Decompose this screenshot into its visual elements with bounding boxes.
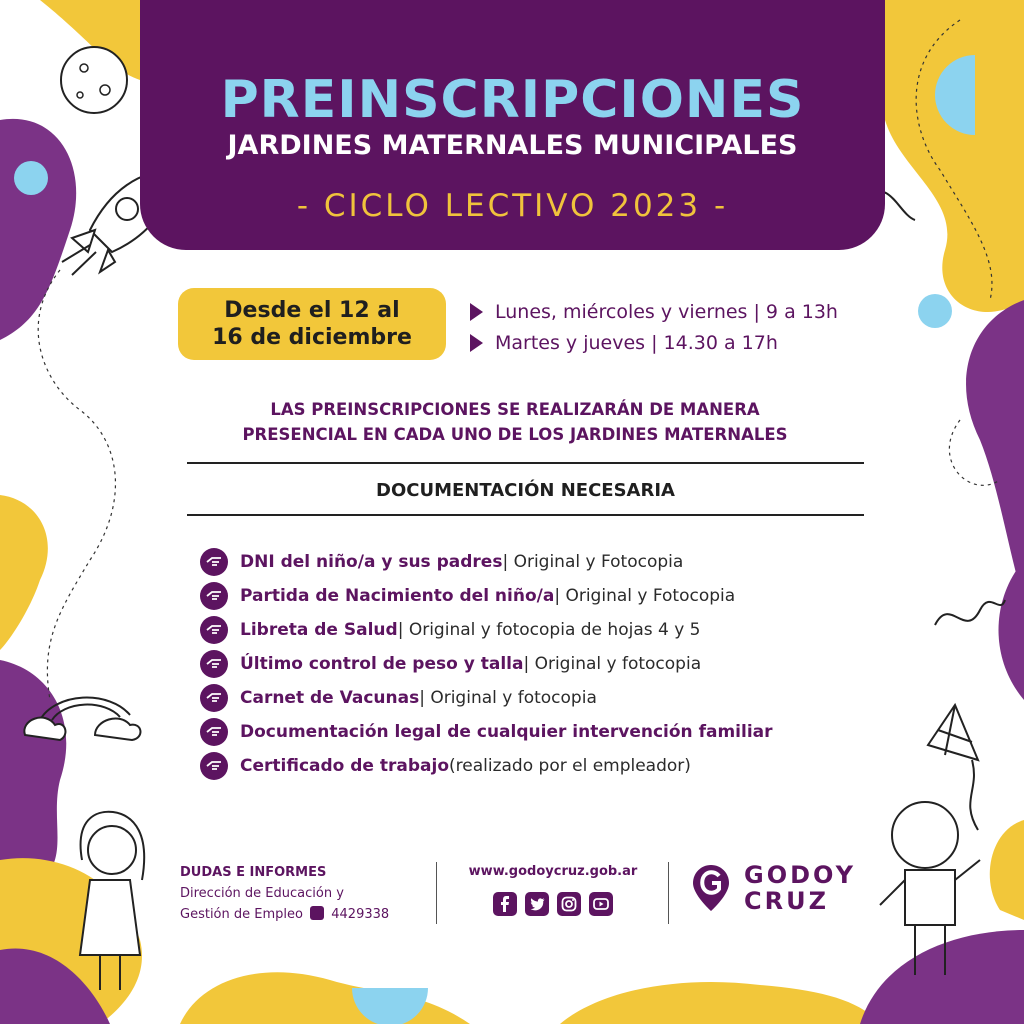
contact-block [180,862,389,925]
cycle-label: - CICLO LECTIVO 2023 - [296,188,729,224]
documents-list [200,545,860,783]
blue-dot-left [14,161,48,195]
facebook-icon[interactable] [493,892,517,916]
document-detail: | Original y fotocopia [419,688,597,708]
play-triangle-icon [470,303,483,321]
schedule-item [470,296,838,327]
document-detail: | Original y Fotocopia [554,586,736,606]
purple-blob-left-lower [0,660,66,890]
schedule-item [470,327,838,358]
dashed-path-left [38,270,115,700]
purple-blob-bottom-right [860,930,1024,1024]
document-name: Último control de peso y talla [240,654,524,674]
document-name: Libreta de Salud [240,620,398,640]
godoy-cruz-emblem-icon [690,863,732,913]
brand-line-1: GODOY [744,861,856,889]
purple-blob-left [0,119,76,340]
pointing-hand-icon [200,616,228,644]
document-name: Certificado de trabajo [240,756,450,776]
contact-line-2: Gestión de Empleo [180,907,303,922]
youtube-icon[interactable] [589,892,613,916]
phone-number[interactable]: 4429338 [331,907,390,922]
document-name: Carnet de Vacunas [240,688,420,708]
document-name: Partida de Nacimiento del niño/a [240,586,555,606]
godoy-cruz-logo [690,862,856,914]
contact-heading: DUDAS E INFORMES [180,865,327,880]
yellow-blob-top-right [885,0,1024,312]
brand-name [744,862,856,914]
schedule-list [470,296,838,358]
brand-line-2: CRUZ [744,887,829,915]
presencial-notice [180,397,850,447]
document-detail: | Original y Fotocopia [502,552,684,572]
notice-line-2: PRESENCIAL EN CADA UNO DE LOS JARDINES MATERNALES [242,425,788,444]
purple-blob-right [966,300,1024,600]
social-icons [448,892,658,916]
divider-top [187,462,864,464]
schedule-text: Lunes, miércoles y viernes | 9 a 13h [495,300,838,323]
yellow-blob-right-lower [990,820,1024,920]
pointing-hand-icon [200,650,228,678]
date-range-line-1: Desde el 12 al [224,298,400,323]
schedule-text: Martes y jueves | 14.30 a 17h [495,331,778,354]
list-item [200,715,860,749]
document-name: DNI del niño/a y sus padres [240,552,503,572]
blue-dot-right [918,294,952,328]
pointing-hand-icon [200,548,228,576]
list-item [200,613,860,647]
web-block [448,864,658,916]
yellow-blob-left [0,495,48,650]
divider-bottom [187,514,864,516]
yellow-blob-bottom-right [560,982,880,1024]
list-item [200,749,860,783]
notice-line-1: LAS PREINSCRIPCIONES SE REALIZARÁN DE MANERA [270,400,760,419]
purple-blob-right-lower [999,560,1024,700]
document-name: Documentación legal de cualquier intervención familiar [240,722,773,742]
document-detail: | Original y fotocopia [523,654,702,674]
play-triangle-icon [470,334,483,352]
header-banner [140,0,885,250]
documents-heading: DOCUMENTACIÓN NECESARIA [376,480,675,501]
list-item [200,579,860,613]
contact-line-2-row [180,904,389,925]
phone-icon [310,906,324,920]
list-item [200,545,860,579]
document-detail: | Original y fotocopia de hojas 4 y 5 [397,620,701,640]
pointing-hand-icon [200,718,228,746]
footer-divider-2 [668,862,669,924]
document-detail: (realizado por el empleador) [449,756,691,776]
date-range-line-2: 16 de diciembre [212,325,412,350]
website-link[interactable]: www.godoycruz.gob.ar [468,864,638,879]
contact-line-1: Dirección de Educación y [180,886,344,901]
instagram-icon[interactable] [557,892,581,916]
moon-doodle [61,47,127,113]
twitter-icon[interactable] [525,892,549,916]
wave-doodle [935,600,1005,625]
page-title: PREINSCRIPCIONES [220,70,805,130]
pointing-hand-icon [200,582,228,610]
list-item [200,647,860,681]
pointing-hand-icon [200,752,228,780]
list-item [200,681,860,715]
footer-divider-1 [436,862,437,924]
pointing-hand-icon [200,684,228,712]
page-subtitle: JARDINES MATERNALES MUNICIPALES [227,130,798,161]
date-range-badge [178,288,446,360]
